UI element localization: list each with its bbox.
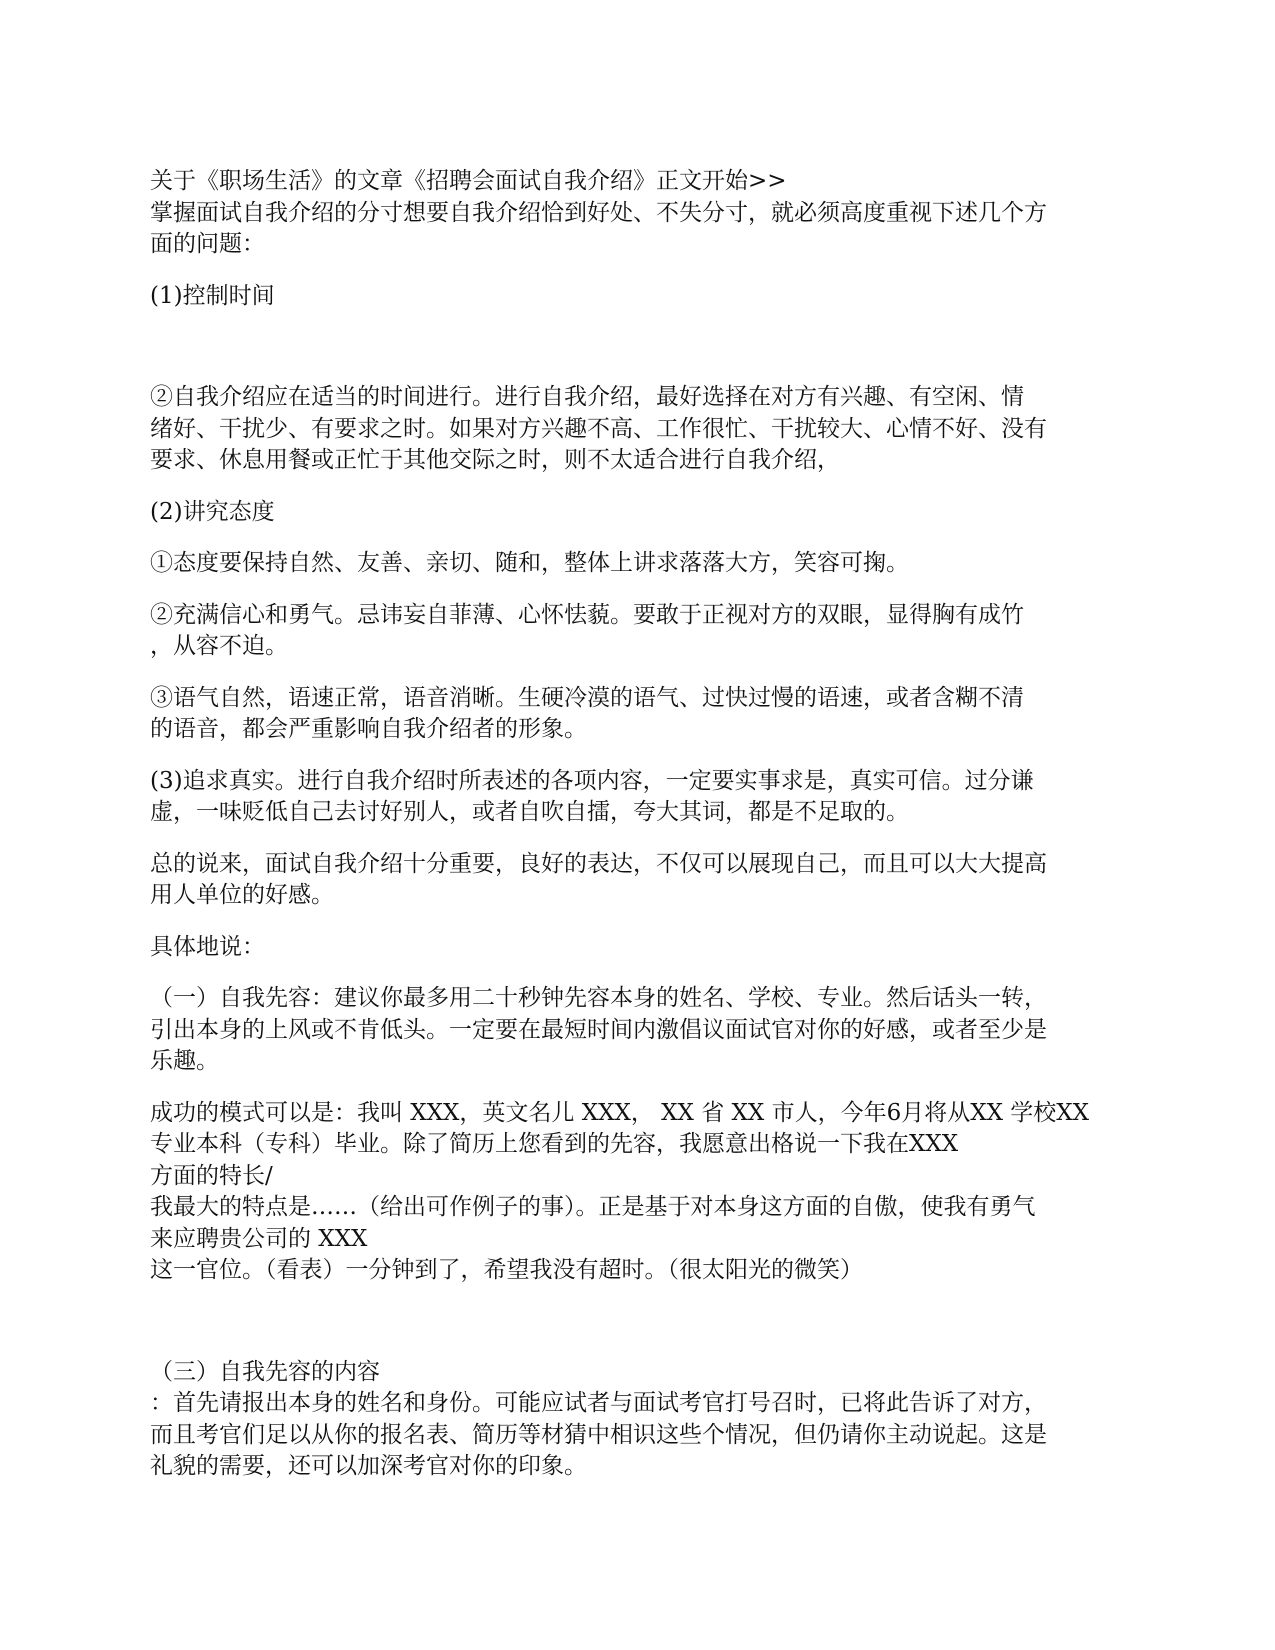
text-line: (3)追求真实。进行自我介绍时所表述的各项内容，一定要实事求是，真实可信。过分谦 bbox=[150, 767, 1034, 794]
text-line: 方面的特长/ bbox=[150, 1162, 273, 1189]
text-line: 要求、休息用餐或正忙于其他交际之时，则不太适合进行自我介绍， bbox=[150, 447, 840, 473]
paragraph-attitude-2 bbox=[150, 600, 1130, 663]
text-line: 具体地说： bbox=[150, 933, 265, 960]
text-line: 专业本科（专科）毕业。除了简历上您看到的先容，我愿意出格说一下我在XXX bbox=[150, 1131, 959, 1157]
text-line: 绪好、干扰少、有要求之时。如果对方兴趣不高、工作很忙、干扰较大、心情不好、没有 bbox=[150, 415, 1047, 442]
text-line: ，从容不迫。 bbox=[150, 633, 288, 659]
text-line: 总的说来，面试自我介绍十分重要，良好的表达，不仅可以展现自己，而且可以大大提高 bbox=[150, 850, 1047, 877]
paragraph-success-model bbox=[150, 1098, 1130, 1287]
text-line: 我最大的特点是……（给出可作例子的事）。正是基于对本身这方面的自傲，使我有勇气 bbox=[150, 1194, 1036, 1220]
section-heading: (1)控制时间 bbox=[150, 282, 275, 309]
section-heading: (2)讲究态度 bbox=[150, 498, 275, 525]
paragraph-attitude-1 bbox=[150, 548, 1130, 580]
heading-control-time bbox=[150, 281, 1130, 313]
text-line: 用人单位的好感。 bbox=[150, 882, 334, 908]
text-line: （一）自我先容：建议你最多用二十秒钟先容本身的姓名、学校、专业。然后话头一转， bbox=[150, 985, 1047, 1011]
text-line: ①态度要保持自然、友善、亲切、随和，整体上讲求落落大方，笑容可掬。 bbox=[150, 550, 909, 576]
text-line: ：首先请报出本身的姓名和身份。可能应试者与面试考官打号召时，已将此告诉了对方， bbox=[150, 1390, 1047, 1416]
paragraph-summary bbox=[150, 849, 1130, 912]
text-line: 的语音，都会严重影响自我介绍者的形象。 bbox=[150, 716, 587, 742]
heading-attitude bbox=[150, 497, 1130, 529]
paragraph-timing bbox=[150, 382, 1130, 477]
article-title-line: 关于《职场生活》的文章《招聘会面试自我介绍》正文开始>> bbox=[150, 168, 787, 194]
section-heading: （三）自我先容的内容 bbox=[150, 1358, 380, 1385]
paragraph-attitude-3 bbox=[150, 683, 1130, 746]
text-line: 乐趣。 bbox=[150, 1048, 219, 1074]
paragraph-truth bbox=[150, 766, 1130, 829]
text-line: 来应聘贵公司的 XXX bbox=[150, 1225, 368, 1252]
intro-paragraph bbox=[150, 166, 1130, 261]
text-line: ②自我介绍应在适当的时间进行。进行自我介绍，最好选择在对方有兴趣、有空闲、情 bbox=[150, 384, 1024, 410]
text-line: 礼貌的需要，还可以加深考官对你的印象。 bbox=[150, 1453, 587, 1479]
text-line: ③语气自然，语速正常，语音消晰。生硬冷漠的语气、过快过慢的语速，或者含糊不清 bbox=[150, 684, 1024, 711]
paragraph-self-intro-three bbox=[150, 1357, 1130, 1483]
text-line: 面的问题： bbox=[150, 231, 265, 257]
text-line: 这一官位。（看表）一分钟到了，希望我没有超时。（很太阳光的微笑） bbox=[150, 1257, 863, 1283]
text-line: 掌握面试自我介绍的分寸想要自我介绍恰到好处、不失分寸，就必须高度重视下述几个方 bbox=[150, 199, 1047, 226]
text-line: 虚，一味贬低自己去讨好别人，或者自吹自擂，夸大其词，都是不足取的。 bbox=[150, 799, 909, 825]
text-line: ②充满信心和勇气。忌讳妄自菲薄、心怀怯藐。要敢于正视对方的双眼，显得胸有成竹 bbox=[150, 601, 1024, 628]
paragraph-specific bbox=[150, 932, 1130, 964]
text-line: 成功的模式可以是：我叫 XXX，英文名儿 XXX， XX 省 XX 市人，今年6月将从XX 学校XX bbox=[150, 1099, 1090, 1126]
text-line: 而且考官们足以从你的报名表、简历等材猜中相识这些个情况，但仍请你主动说起。这是 bbox=[150, 1421, 1047, 1448]
paragraph-self-intro-one bbox=[150, 983, 1130, 1078]
document-body bbox=[150, 166, 1130, 1483]
text-line: 引出本身的上风或不肯低头。一定要在最短时间内激倡议面试官对你的好感，或者至少是 bbox=[150, 1016, 1047, 1043]
